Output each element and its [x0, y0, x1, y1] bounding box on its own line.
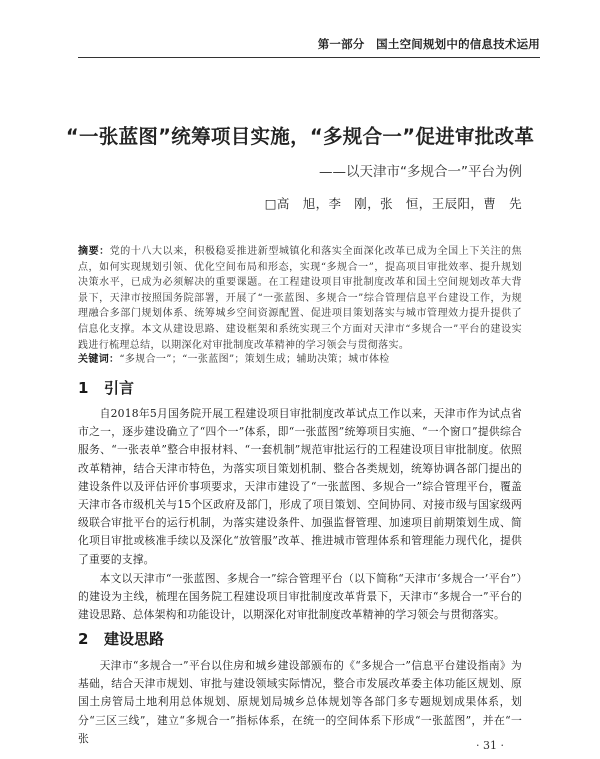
section-number: 2: [78, 630, 89, 648]
abstract-label: 摘要：: [78, 246, 110, 257]
section-heading-approach: [78, 628, 164, 649]
section-number: 1: [78, 379, 89, 397]
running-header: [78, 32, 540, 54]
header-rule: [78, 57, 540, 58]
body-paragraph: 自2018年5月国务院开展工程建设项目审批制度改革试点工作以来，天津市作为试点省市之一，逐步建设确立了“四个一”体系，即“一张蓝图”统筹项目实施、“一个窗口”提供综合服务、“一张表单”整合申报材料、“一套机制”规范审批运行的工程建设项目审批制度。依照改革精神，结合天津市特色，为落实项目策划机制、整合各类规划，统筹协调各部门提出的建设条件以及评估评价事项要求，天津市建设了“一张蓝图、多规合一”综合管理平台，覆盖天津市各市级机关与15个区政府及部门，形成了项目策划、空间协同、对接市级与国家级两级联合审批平台的运行机制，为落实建设条件、加强监督管理、加速项目前期策划生成、简化项目审批或核准手续以及深化“放管服”改革、推进城市管理体系和管理能力现代化，提供了重要的支撑。: [78, 407, 522, 566]
body-paragraph: 本文以天津市“一张蓝图、多规合一”综合管理平台（以下简称“天津市‘多规合一’平台”）的建设为主线，梳理在国务院工程建设项目审批制度改革背景下，天津市“多规合一”平台的建设思路、总体架构和功能设计，以期深化对审批制度改革精神的学习领会与贯彻落实。: [78, 572, 522, 622]
keywords-text: “多规合一”；“一张蓝图”；策划生成；辅助决策；城市体检: [119, 354, 390, 365]
abstract-text: 党的十八大以来，积极稳妥推进新型城镇化和落实全面深化改革已成为全国上下关注的焦点，如何实现规划引领、优化空间布局和形态，实现“多规合一”，提高项目审批效率、提升规划决策水平，已成为必须解决的重要课题。在工程建设项目审批制度改革和国土空间规划改革大背景下，天津市按照国务院部署，开展了“一张蓝图、多规合一”综合管理信息平台建设工作，为规理融合多部门规划体系、统筹城乡空间资源配置、促进项目策划落实与城市管理效力提升提供了信息化支撑。本文从建设思路、建设框架和系统实现三个方面对天津市“多规合一”平台的建设实践进行梳理总结，以期深化对审批制度改革精神的学习领会与贯彻落实。: [78, 246, 522, 351]
section-heading-introduction: [78, 377, 134, 398]
author-list: □高 旭，李 刚，张 恒，王辰阳，曹 先: [264, 196, 522, 211]
running-title: 第一部分 国土空间规划中的信息技术运用: [317, 37, 540, 51]
article-subtitle: ——以天津市“多规合一”平台为例: [319, 164, 522, 180]
keywords: [78, 352, 522, 367]
article-title: “一张蓝图”统筹项目实施，“多规合一”促进审批改革: [65, 125, 535, 148]
section-title: 引言: [104, 379, 135, 397]
abstract: [78, 244, 522, 353]
keywords-label: 关键词：: [78, 354, 120, 365]
page-number: · 31 ·: [476, 739, 504, 752]
section-title: 建设思路: [104, 630, 165, 648]
body-paragraph: 天津市“多规合一”平台以住房和城乡建设部颁布的《“多规合一”信息平台建设指南》为基础，结合天津市规划、审批与建设领域实际情况，整合市发展改革委主体功能区规划、原国土房管局土地利用总体规划、原规划局城乡总体规划等各部门多专题规划成果体系，划分“三区三线”，建立“多规合一”指标体系，在统一的空间体系下形成“一张蓝图”，并在“一张: [78, 659, 522, 745]
